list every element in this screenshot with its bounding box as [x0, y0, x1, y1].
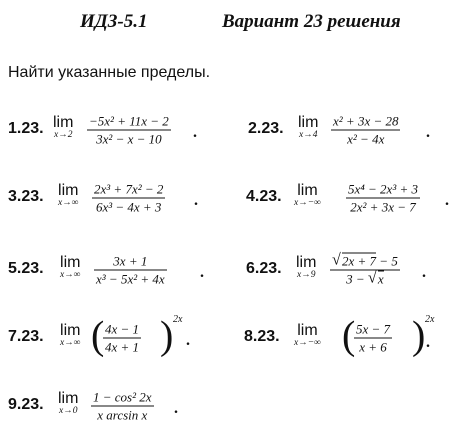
period: . [174, 400, 178, 417]
period: . [200, 264, 204, 281]
variant-title: Вариант 23 решения [222, 11, 401, 32]
problem-number: 7.23. [8, 328, 44, 346]
problem-number: 9.23. [8, 396, 44, 414]
problem-8 [244, 310, 454, 366]
assignment-code: ИДЗ-5.1 [80, 11, 148, 32]
numerator: x² + 3x − 28 [333, 113, 399, 129]
limit-subscript: x→∞ [60, 337, 81, 348]
problem-number: 1.23. [8, 120, 44, 138]
problem-number: 8.23. [244, 328, 280, 346]
lim-label: lim [296, 253, 317, 271]
problem-number: 5.23. [8, 260, 44, 278]
limit-subscript: x→0 [58, 405, 78, 416]
lim-label: lim [53, 113, 74, 131]
problem-number: 6.23. [246, 260, 282, 278]
fraction [331, 113, 400, 148]
denominator: 3x² − x − 10 [96, 131, 162, 147]
denominator: x + 6 [359, 339, 387, 355]
square-root [332, 253, 376, 270]
numerator: 1 − cos² 2x [93, 389, 152, 405]
numerator: 4x − 1 [105, 321, 140, 337]
denominator: 4x + 1 [105, 339, 140, 355]
limit-operator [53, 115, 73, 141]
fraction [103, 321, 141, 356]
radical-sign-icon: √ [367, 269, 377, 287]
fraction [354, 321, 392, 356]
period: . [426, 124, 430, 141]
denominator: 6x³ − 4x + 3 [95, 199, 162, 215]
limit-operator [294, 323, 321, 349]
period: . [426, 334, 430, 351]
limit-subscript: x→∞ [58, 197, 79, 208]
problem-number: 2.23. [248, 120, 284, 138]
denominator: x³ − 5x² + 4x [96, 271, 165, 287]
right-paren: ) [412, 312, 426, 358]
lim-label: lim [58, 389, 79, 407]
numerator: 2x³ + 7x² − 2 [94, 181, 164, 197]
limit-operator [296, 255, 316, 281]
numerator: 5x − 7 [356, 321, 391, 337]
lim-label: lim [298, 113, 319, 131]
left-paren: ( [91, 312, 105, 358]
limit-subscript: x→−∞ [294, 197, 321, 208]
numerator [330, 253, 400, 270]
limit-subscript: x→−∞ [294, 337, 321, 348]
limit-operator [58, 183, 79, 209]
numerator: 5x⁴ − 2x³ + 3 [348, 181, 419, 197]
fraction [91, 389, 154, 424]
problem-5 [8, 242, 228, 298]
numerator: 3x + 1 [113, 253, 148, 269]
problem-9 [8, 378, 228, 434]
numerator: −5x² + 11x − 2 [89, 113, 169, 129]
denominator [330, 271, 400, 288]
limit-operator [294, 183, 321, 209]
fraction [94, 253, 167, 288]
limit-subscript: x→9 [296, 269, 316, 280]
fraction [330, 253, 400, 288]
limit-subscript: x→2 [53, 129, 73, 140]
problem-number: 3.23. [8, 188, 44, 206]
problem-3 [8, 170, 228, 226]
period: . [422, 264, 426, 281]
numerator-tail: − 5 [376, 253, 398, 269]
problem-1 [8, 102, 228, 158]
limit-subscript: x→∞ [60, 269, 81, 280]
exponent: 2x [173, 314, 183, 325]
limit-operator [60, 323, 81, 349]
fraction [87, 113, 171, 148]
radical-sign-icon: √ [332, 251, 341, 269]
limit-operator [58, 391, 78, 417]
right-paren: ) [160, 312, 174, 358]
limit-operator [298, 115, 318, 141]
period: . [186, 332, 190, 349]
denominator-lead: 3 − [346, 271, 368, 287]
fraction [346, 181, 420, 216]
problem-7 [8, 310, 228, 366]
fraction [92, 181, 165, 216]
lim-label: lim [60, 253, 81, 271]
square-root [368, 271, 384, 288]
denominator: x² − 4x [347, 131, 385, 147]
period: . [445, 192, 449, 209]
problem-2 [248, 102, 453, 158]
lim-label: lim [297, 321, 318, 339]
left-paren: ( [342, 312, 356, 358]
exponent: 2x [425, 314, 435, 325]
limit-operator [60, 255, 81, 281]
instruction-text: Найти указанные пределы. [8, 64, 211, 81]
denominator: 2x² + 3x − 7 [350, 199, 416, 215]
period: . [194, 192, 198, 209]
lim-label: lim [60, 321, 81, 339]
period: . [193, 124, 197, 141]
problem-6 [246, 242, 451, 298]
problem-number: 4.23. [246, 188, 282, 206]
limit-subscript: x→4 [298, 129, 318, 140]
lim-label: lim [58, 181, 79, 199]
radicand: x [377, 271, 384, 287]
problem-4 [246, 170, 456, 226]
lim-label: lim [297, 181, 318, 199]
denominator: x arcsin x [97, 407, 148, 423]
radicand: 2x + 7 [342, 253, 377, 269]
